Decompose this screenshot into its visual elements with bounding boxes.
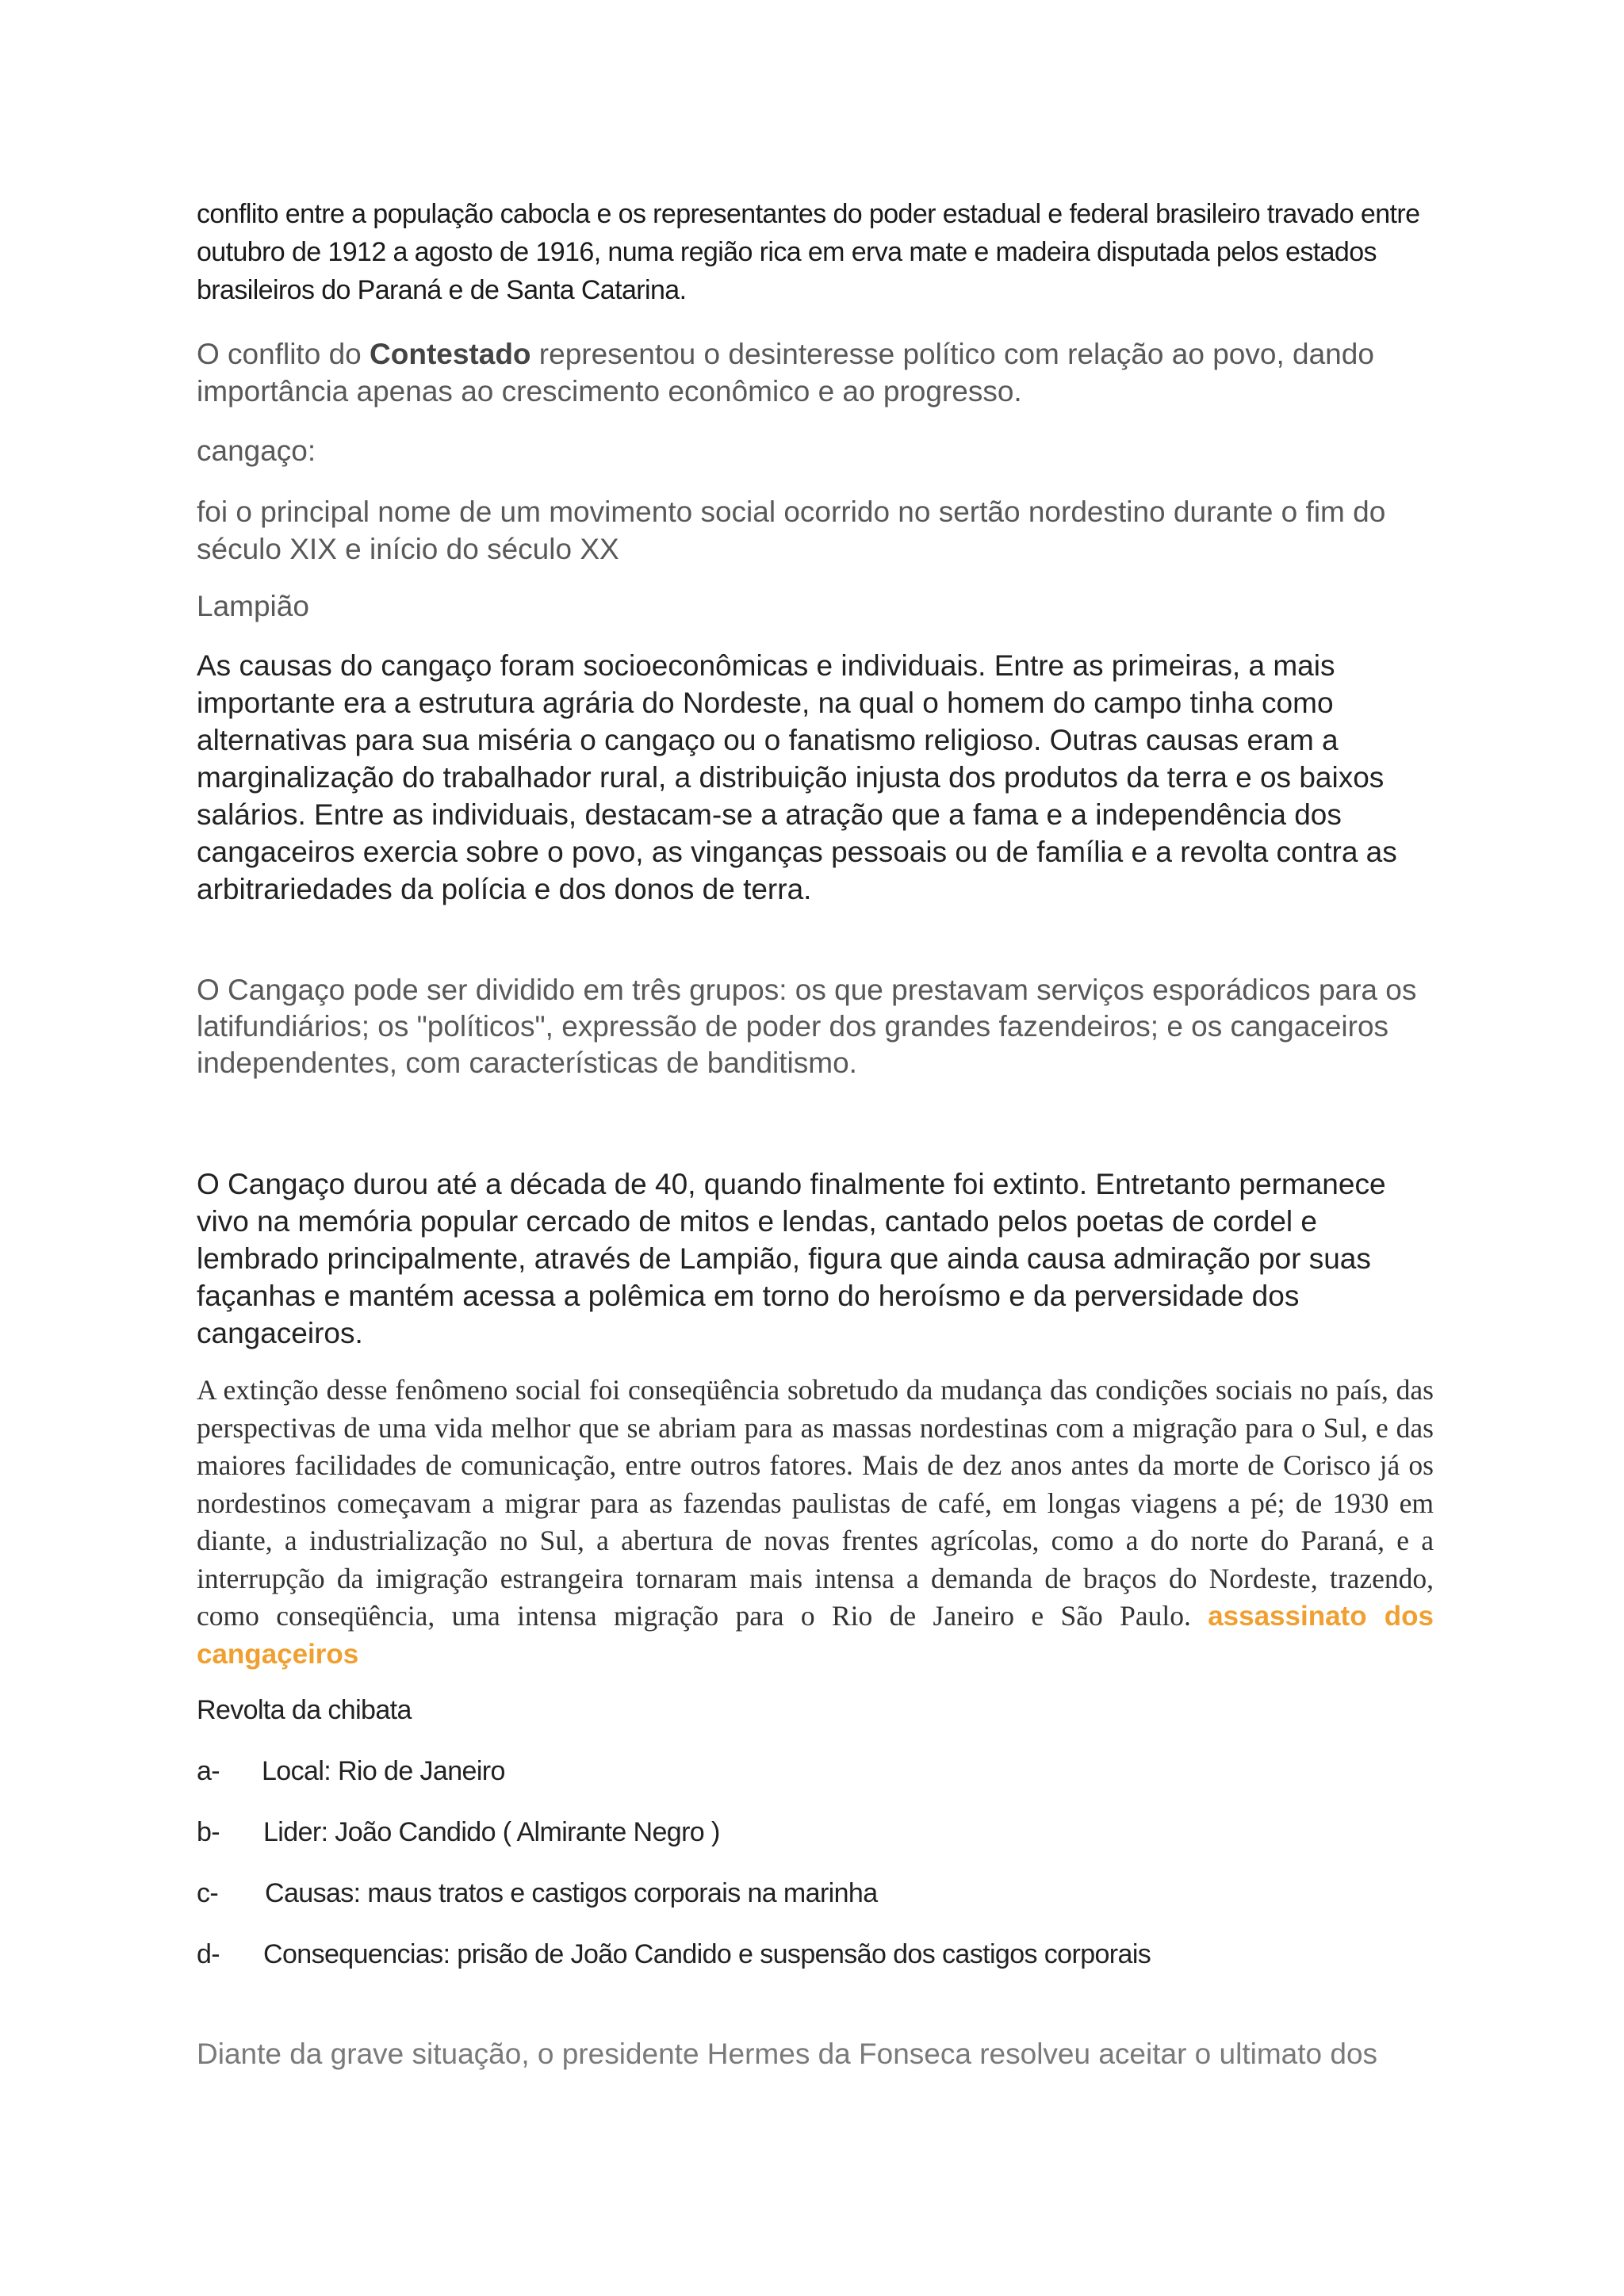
contestado-summary-before: O conflito do: [197, 338, 370, 370]
cangaco-groups-paragraph: O Cangaço pode ser dividido em três grupos: os que prestavam serviços esporádicos para os latifundiários; os "políticos", expressão de poder dos grandes fazendeiros; e os cangaceiros independentes, com características de banditismo.: [197, 974, 1417, 1079]
list-item-letter: c-: [197, 1878, 219, 1908]
list-item-text: Causas: maus tratos e castigos corporais na marinha: [265, 1878, 878, 1908]
cangaco-heading: cangaço:: [197, 434, 316, 467]
extincao-text: A extinção desse fenômeno social foi conseqüência sobretudo da mudança das condições sociais no país, das perspectivas de uma vida melhor que se abriam para as massas nordestinas com a migração para o Sul, e das maiores facilidades de comunicação, entre outros fatores. Mais de dez anos antes da morte de Corisco já os nordestinos começavam a migrar para as fazendas paulistas de café, em longas viagens a pé; de 1930 em diante, a industrialização no Sul, a abertura de novas frentes agrícolas, como a do norte do Paraná, e a interrupção da imigração estrangeira tornaram mais intensa a demanda de braços do Nordeste, trazendo, como conseqüência, uma intensa migração para o Rio de Janeiro e São Paulo.: [197, 1374, 1434, 1632]
cangaco-causes-paragraph: As causas do cangaço foram socioeconômicas e individuais. Entre as primeiras, a mais importante era a estrutura agrária do Nordeste, na qual o homem do campo tinha como alternativas para sua miséria o cangaço ou o fanatismo religioso. Outras causas eram a marginalização do trabalhador rural, a distribuição injusta dos produtos da terra e os baixos salários. Entre as individuais, destacam-se a atração que a fama e a independência dos cangaceiros exercia sobre o povo, as vinganças pessoais ou de família e a revolta contra as arbitrariedades da polícia e dos donos de terra.: [197, 649, 1397, 905]
contestado-bold-term: Contestado: [370, 338, 531, 370]
list-item-letter: b-: [197, 1817, 220, 1847]
contestado-intro-paragraph: conflito entre a população cabocla e os representantes do poder estadual e federal brasileiro travado entre outubro de 1912 a agosto de 1916, numa região rica em erva mate e madeira disputada pelos estados brasileiros do Paraná e de Santa Catarina.: [197, 199, 1420, 305]
list-item-text: Local: Rio de Janeiro: [262, 1756, 505, 1786]
chibata-heading: Revolta da chibata: [197, 1695, 412, 1725]
cangaco-end-paragraph: O Cangaço durou até a década de 40, quando finalmente foi extinto. Entretanto permanece vivo na memória popular cercado de mitos e lendas, cantado pelos poetas de cordel e lembrado principalmente, através de Lampião, figura que ainda causa admiração por suas façanhas e mantém acessa a polêmica em torno do heroísmo e da perversidade dos cangaceiros.: [197, 1168, 1386, 1349]
lampiao-label: Lampião: [197, 590, 309, 622]
chibata-list-item: [197, 1935, 1434, 1973]
list-item-letter: a-: [197, 1756, 220, 1786]
list-item-text: Consequencias: prisão de João Candido e suspensão dos castigos corporais: [263, 1939, 1151, 1969]
cangaco-definition-paragraph: foi o principal nome de um movimento social ocorrido no sertão nordestino durante o fim do século XIX e início do século XX: [197, 496, 1386, 565]
extincao-paragraph: [197, 1372, 1434, 1673]
chibata-list-item: [197, 1813, 1434, 1851]
list-item-text: Lider: João Candido ( Almirante Negro ): [263, 1817, 720, 1847]
chibata-list-item: [197, 1874, 1434, 1912]
assassinato-highlight-link[interactable]: assassinato dos cangaçeiros: [197, 1601, 1434, 1670]
list-item-letter: d-: [197, 1939, 220, 1969]
chibata-list-item: [197, 1752, 1434, 1790]
contestado-summary-paragraph: [197, 335, 1434, 410]
contestado-summary-after: representou o desinteresse político com relação ao povo, dando importância apenas ao crescimento econômico e ao progresso.: [197, 338, 1374, 408]
final-line: Diante da grave situação, o presidente Hermes da Fonseca resolveu aceitar o ultimato dos: [197, 2038, 1378, 2070]
